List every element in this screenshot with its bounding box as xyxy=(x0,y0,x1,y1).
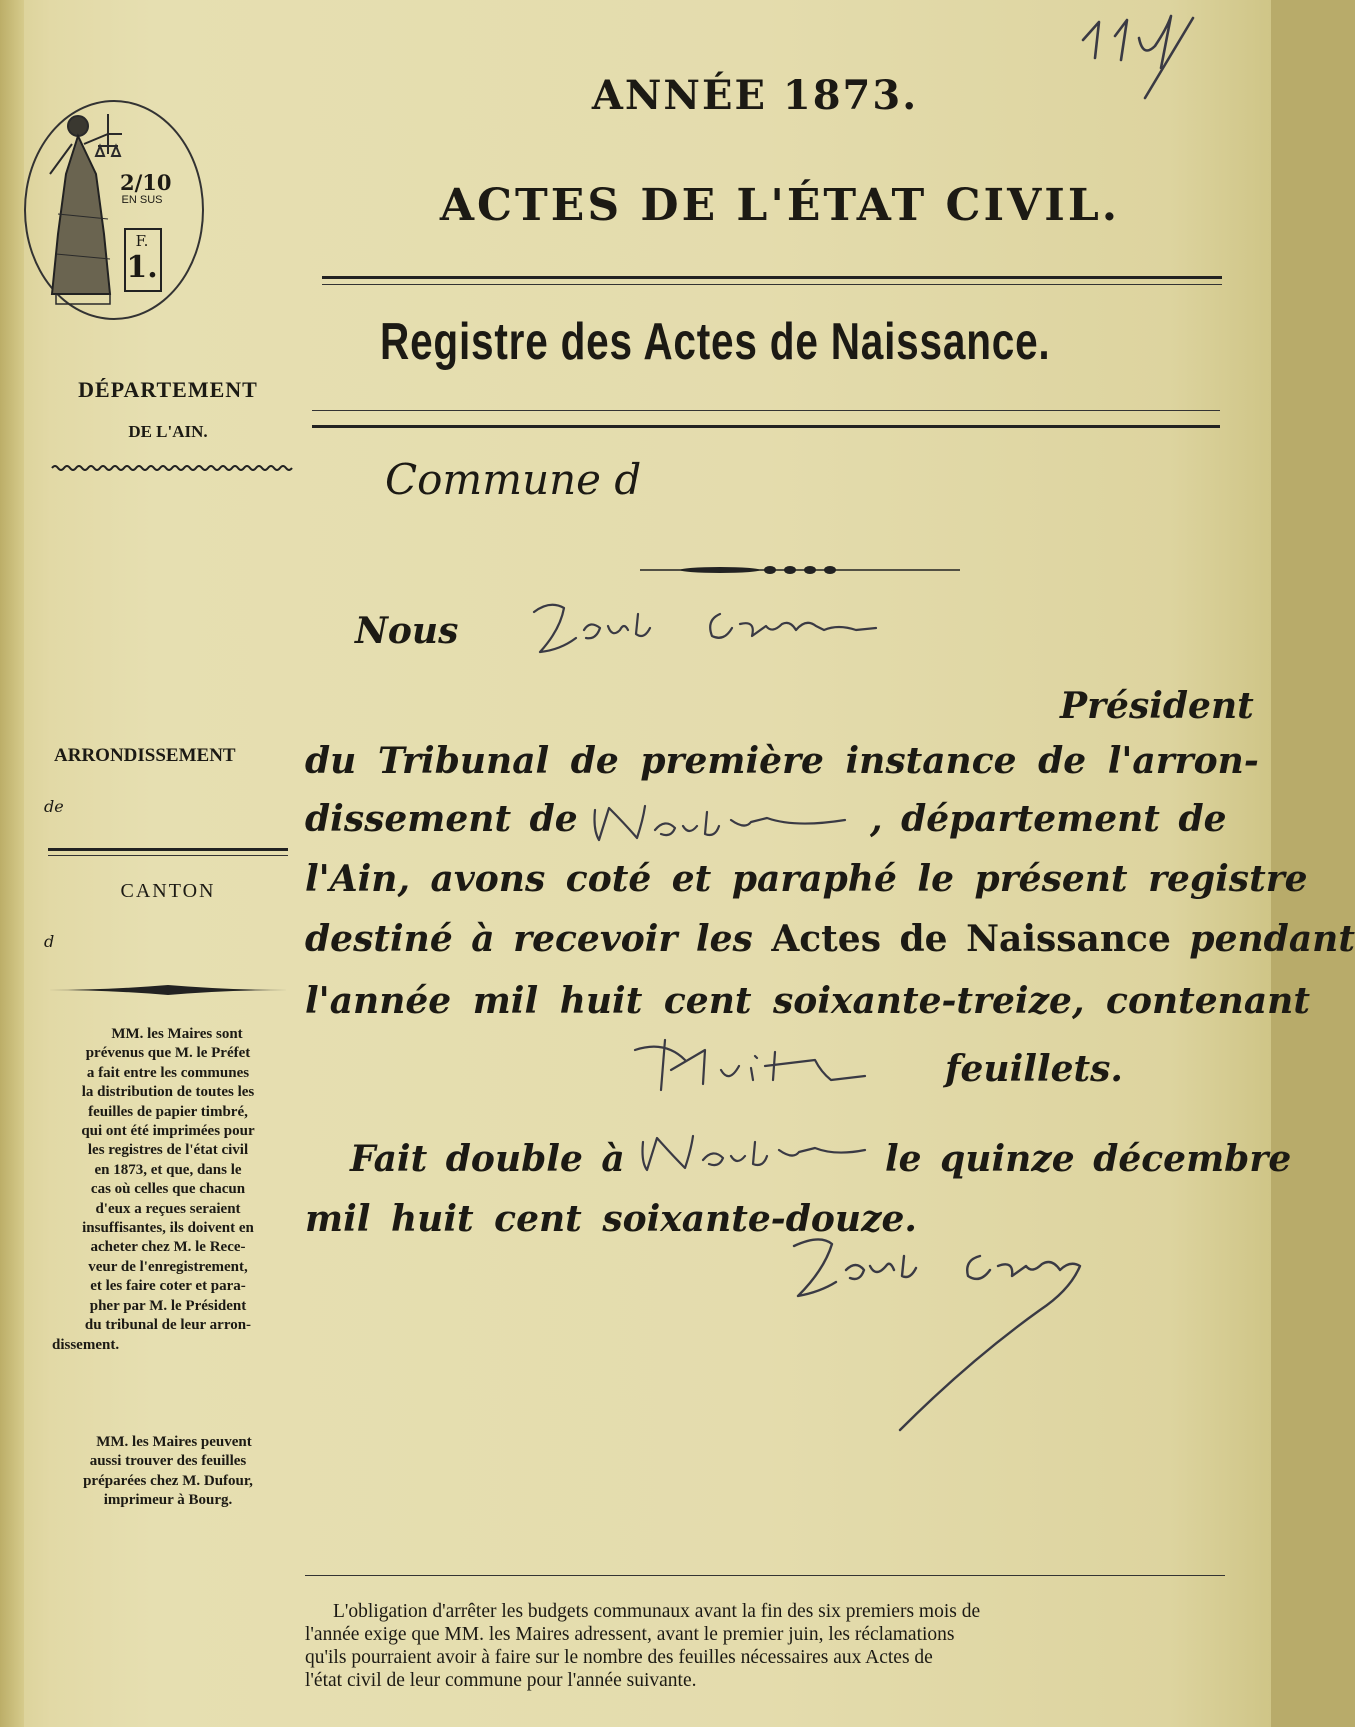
notice-line: d'eux a reçues seraient xyxy=(95,1200,241,1217)
notice-line: a fait entre les communes xyxy=(86,1064,250,1081)
president-label: Président xyxy=(1060,685,1254,727)
footer-line: l'état civil de leur commune pour l'année suivante. xyxy=(305,1670,697,1691)
dissement-de: dissement de xyxy=(305,798,578,840)
stamp-one: 1. xyxy=(126,250,158,285)
binding-edge xyxy=(0,0,24,1727)
handwritten-name xyxy=(520,590,940,670)
notice-line: veur de l'enregistrement, xyxy=(88,1258,248,1275)
department-name: DE L'AIN. xyxy=(128,422,208,441)
body-line-5: l'année mil huit cent soixante-treize, contenant xyxy=(305,980,1310,1022)
body-line-1: du Tribunal de première instance de l'arron- xyxy=(305,740,1259,782)
footer-line: l'année exige que MM. les Maires adressent, avant le premier juin, les réclamations xyxy=(305,1624,955,1645)
notice-line: pher par M. le Président xyxy=(89,1297,247,1314)
sidebar-notice-1 xyxy=(44,1025,292,1355)
notice-line: la distribution de toutes les xyxy=(81,1084,255,1101)
notice-line: préparées chez M. Dufour, xyxy=(83,1472,253,1489)
canton-label: CANTON xyxy=(120,880,216,902)
notice-line: prévenus que M. le Préfet xyxy=(85,1045,251,1062)
handwritten-place-2 xyxy=(635,1120,875,1180)
handwritten-place xyxy=(585,790,865,850)
arrondissement-de: de xyxy=(44,797,64,816)
footer-line: qu'ils pourraient avoir à faire sur le nombre des feuilles nécessaires aux Actes de xyxy=(305,1647,933,1668)
body-line-8: mil huit cent soixante-douze. xyxy=(305,1198,917,1240)
notice-line: MM. les Maires sont xyxy=(111,1026,243,1042)
footer-notice xyxy=(305,1600,1225,1692)
year-heading: ANNÉE 1873. xyxy=(591,72,919,119)
canton-d: d xyxy=(44,932,55,951)
body-line-4 xyxy=(305,918,1355,960)
commune-label: Commune d xyxy=(385,455,642,504)
stamp-en-sus: EN SUS xyxy=(121,194,163,206)
notice-line: cas où celles que chacun xyxy=(90,1181,246,1198)
stamp-f: F. xyxy=(135,232,149,250)
sidebar-notice-2 xyxy=(44,1433,292,1511)
body-line-3: l'Ain, avons coté et paraphé le présent registre xyxy=(305,858,1308,900)
departement-de: , département de xyxy=(870,798,1227,840)
le-quinze: le quinze décembre xyxy=(885,1138,1292,1180)
stamp-fraction: 2/10 xyxy=(120,170,172,195)
line-4-start: destiné à recevoir les xyxy=(305,918,772,960)
footer-line: L'obligation d'arrêter les budgets communaux avant la fin des six premiers mois de xyxy=(333,1601,981,1622)
notice-line: imprimeur à Bourg. xyxy=(103,1492,233,1509)
footer-rule xyxy=(305,1575,1225,1576)
sidebar-rule-1 xyxy=(48,848,288,851)
justice-figure-icon xyxy=(38,104,128,309)
feuillets-label: feuillets. xyxy=(945,1048,1123,1090)
register-rule-bottom xyxy=(312,425,1220,428)
fait-double: Fait double à xyxy=(350,1138,625,1180)
handwritten-signature xyxy=(770,1230,1100,1440)
register-title: Registre des Actes de Naissance. xyxy=(380,313,1051,371)
civil-acts-title: ACTES DE L'ÉTAT CIVIL. xyxy=(439,180,1121,231)
title-rule-bottom xyxy=(322,284,1222,285)
swell-divider xyxy=(48,983,288,997)
department-label: DÉPARTEMENT xyxy=(78,377,258,402)
wavy-divider xyxy=(52,463,297,473)
title-rule-top xyxy=(322,276,1222,279)
sidebar-rule-2 xyxy=(48,855,288,856)
notice-line: les registres de l'état civil xyxy=(87,1142,249,1159)
ornament-divider xyxy=(640,562,960,578)
nous-label: Nous xyxy=(355,610,459,652)
notice-line: en 1873, et que, dans le xyxy=(94,1161,242,1178)
notice-line: et les faire coter et para- xyxy=(90,1278,246,1295)
arrondissement-label: ARRONDISSEMENT xyxy=(54,745,236,766)
folio-number xyxy=(1075,8,1205,108)
notice-line: feuilles de papier timbré, xyxy=(88,1103,248,1120)
notice-line: dissement. xyxy=(52,1336,120,1353)
handwritten-count xyxy=(625,1030,905,1100)
notice-line: MM. les Maires peuvent xyxy=(96,1434,252,1450)
notice-line: aussi trouver des feuilles xyxy=(89,1453,247,1470)
line-4-end: pendant xyxy=(1170,918,1355,960)
register-rule-top xyxy=(312,410,1220,411)
line-4-bold: Actes de Naissance xyxy=(771,918,1171,960)
notice-line: qui ont été imprimées pour xyxy=(81,1123,255,1140)
notice-line: acheter chez M. le Rece- xyxy=(90,1239,246,1256)
notice-line: insuffisantes, ils doivent en xyxy=(82,1220,254,1237)
notice-line: du tribunal de leur arron- xyxy=(84,1317,252,1334)
